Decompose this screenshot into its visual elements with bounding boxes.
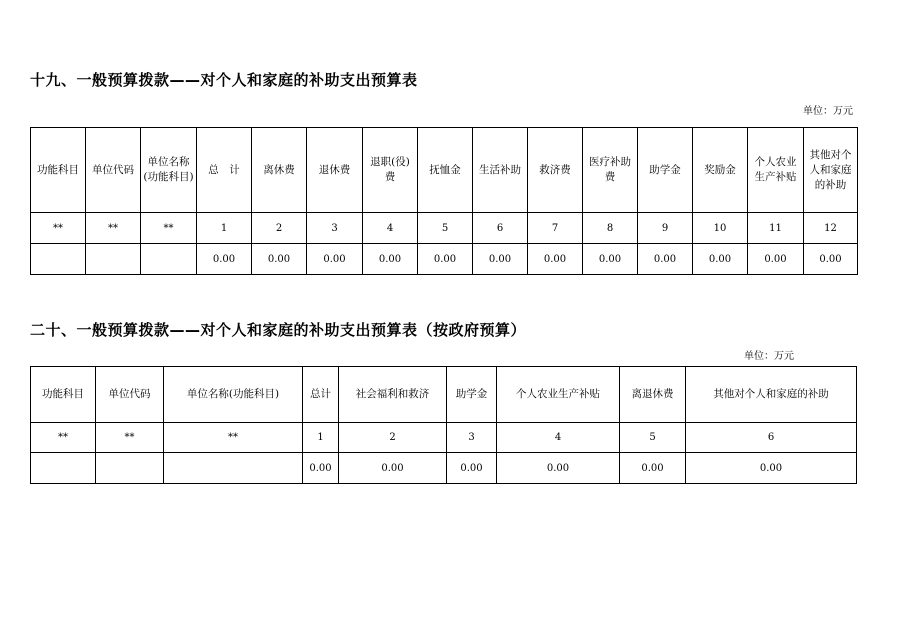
index-cell: 1 [303, 423, 339, 453]
index-cell: ** [96, 423, 164, 453]
value-cell: 0.00 [804, 244, 858, 275]
value-cell: 0.00 [693, 244, 748, 275]
index-cell: 6 [686, 423, 857, 453]
table2-title: 二十、一般预算拨款——对个人和家庭的补助支出预算表（按政府预算） [30, 321, 527, 339]
index-cell: ** [141, 213, 197, 244]
value-cell: 0.00 [528, 244, 583, 275]
header-cell: 个人农业生产补贴 [497, 367, 620, 423]
index-cell: 6 [473, 213, 528, 244]
value-cell: 0.00 [497, 453, 620, 484]
header-cell: 单位名称(功能科目) [141, 128, 197, 213]
value-cell: 0.00 [447, 453, 497, 484]
value-cell [96, 453, 164, 484]
header-cell: 社会福利和救济 [339, 367, 447, 423]
value-cell [31, 244, 86, 275]
table2-header-row [31, 367, 857, 423]
header-cell: 其他对个人和家庭的补助 [686, 367, 857, 423]
index-cell: ** [31, 423, 96, 453]
index-cell: 12 [804, 213, 858, 244]
index-cell: 9 [638, 213, 693, 244]
value-cell: 0.00 [748, 244, 804, 275]
value-cell [141, 244, 197, 275]
table1-personal-family-subsidy [30, 127, 858, 275]
table1-index-row [31, 213, 858, 244]
value-cell: 0.00 [197, 244, 252, 275]
header-cell: 单位代码 [86, 128, 141, 213]
header-cell: 奖励金 [693, 128, 748, 213]
index-cell: 10 [693, 213, 748, 244]
header-cell: 总计 [303, 367, 339, 423]
table1-value-row [31, 244, 858, 275]
header-cell: 功能科目 [31, 128, 86, 213]
index-cell: ** [164, 423, 303, 453]
header-cell: 其他对个人和家庭的补助 [804, 128, 858, 213]
value-cell [31, 453, 96, 484]
header-cell: 生活补助 [473, 128, 528, 213]
header-cell: 离退休费 [620, 367, 686, 423]
index-cell: ** [31, 213, 86, 244]
header-cell: 退职(役)费 [363, 128, 418, 213]
index-cell: 11 [748, 213, 804, 244]
table2-value-row [31, 453, 857, 484]
index-cell: 4 [497, 423, 620, 453]
table2-index-row [31, 423, 857, 453]
index-cell: 5 [620, 423, 686, 453]
index-cell: 8 [583, 213, 638, 244]
value-cell: 0.00 [583, 244, 638, 275]
header-cell: 个人农业生产补贴 [748, 128, 804, 213]
index-cell: 3 [307, 213, 363, 244]
index-cell: 2 [339, 423, 447, 453]
header-cell: 抚恤金 [418, 128, 473, 213]
header-cell: 退休费 [307, 128, 363, 213]
table1-unit-label: 单位：万元 [803, 106, 853, 117]
value-cell [86, 244, 141, 275]
value-cell: 0.00 [339, 453, 447, 484]
value-cell: 0.00 [686, 453, 857, 484]
header-cell: 总 计 [197, 128, 252, 213]
value-cell [164, 453, 303, 484]
table2-personal-family-subsidy-by-gov-budget [30, 366, 857, 484]
index-cell: 2 [252, 213, 307, 244]
header-cell: 单位名称(功能科目) [164, 367, 303, 423]
value-cell: 0.00 [252, 244, 307, 275]
index-cell: 1 [197, 213, 252, 244]
table1-title: 十九、一般预算拨款——对个人和家庭的补助支出预算表 [30, 71, 418, 89]
index-cell: ** [86, 213, 141, 244]
header-cell: 单位代码 [96, 367, 164, 423]
index-cell: 3 [447, 423, 497, 453]
value-cell: 0.00 [638, 244, 693, 275]
index-cell: 4 [363, 213, 418, 244]
value-cell: 0.00 [303, 453, 339, 484]
header-cell: 医疗补助费 [583, 128, 638, 213]
value-cell: 0.00 [473, 244, 528, 275]
index-cell: 5 [418, 213, 473, 244]
value-cell: 0.00 [307, 244, 363, 275]
header-cell: 离休费 [252, 128, 307, 213]
value-cell: 0.00 [620, 453, 686, 484]
table1-header-row [31, 128, 858, 213]
table2-unit-label: 单位：万元 [744, 351, 794, 362]
value-cell: 0.00 [363, 244, 418, 275]
header-cell: 助学金 [447, 367, 497, 423]
value-cell: 0.00 [418, 244, 473, 275]
header-cell: 救济费 [528, 128, 583, 213]
index-cell: 7 [528, 213, 583, 244]
header-cell: 功能科目 [31, 367, 96, 423]
header-cell: 助学金 [638, 128, 693, 213]
